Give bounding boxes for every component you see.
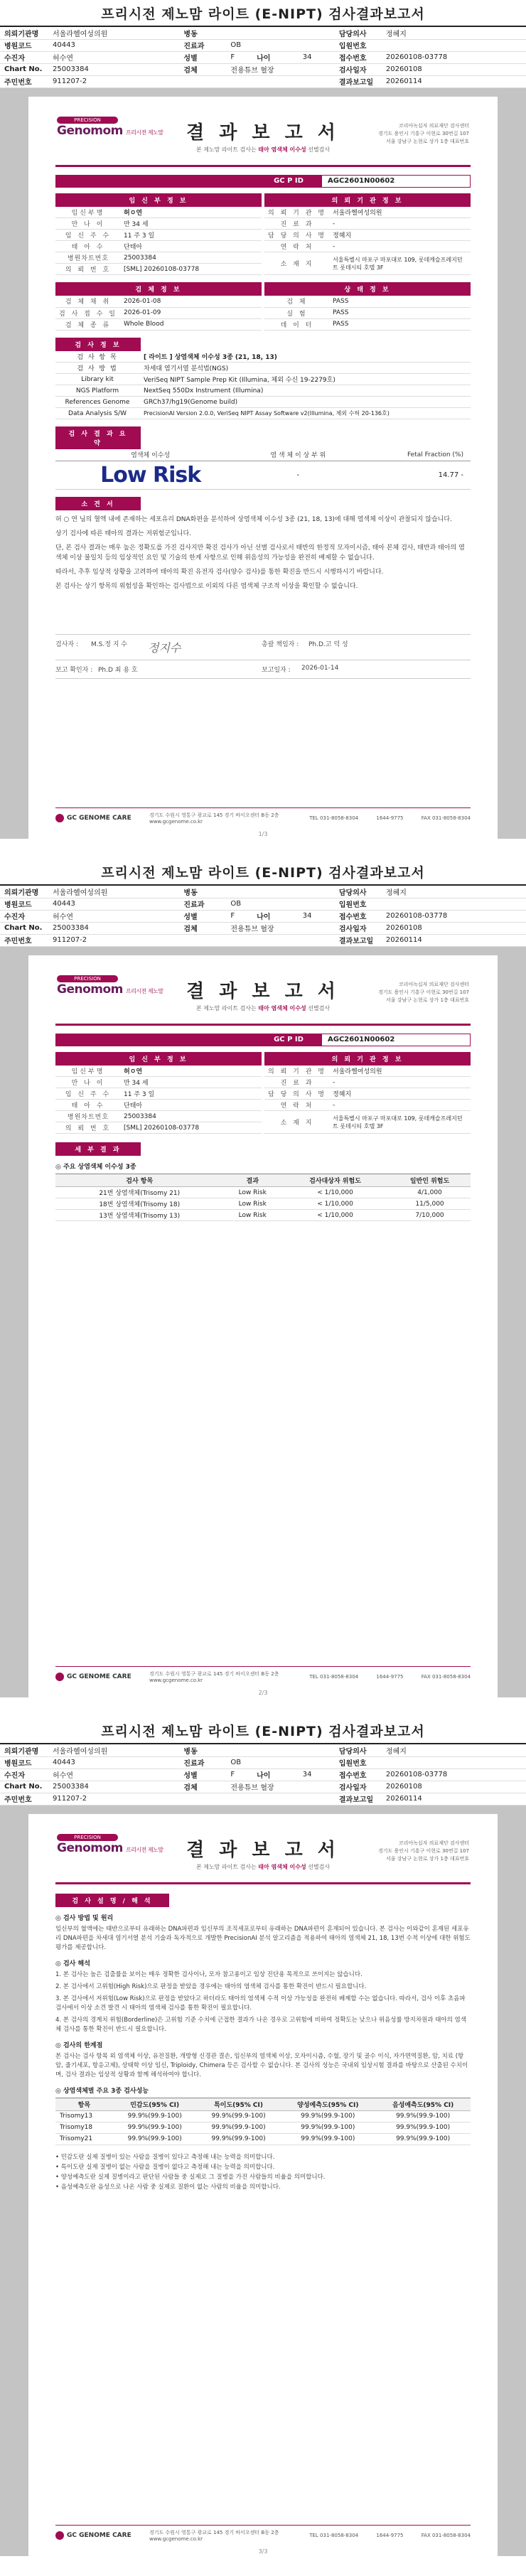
hdr-value: F [226,51,252,63]
opinion-text: 허 ○ 연 님의 혈액 내에 존재하는 세포유리 DNA화편을 분석하여 상염색체 이수성 3종 (21, 18, 13)에 대해 염색체 이상이 관찰되지 않습니다. 상기 검사에 따른 태아의 결과는 저위험군입니다. 단, 본 검사 결과는 매우 높은 정확도를 가진 검사지만 확진 검사가 아닌 선별 검사로서 태반의 한정적 모자이시즘, 태아 본체 검사, 태반과 태아의 염색체 이상 불일치 등의 임상적인 요인 및 기술의 한계 사항으로 인해 위음성의 가능성을 완전히 배제할 수 없습니다. 따라서, 추후 임상적 상황을 고려하여 태아의 확진 유전자 검사(양수 검사)를 통한 확진을 반드시 시행하시기 바랍니다. 본 검사는 상기 항목의 위험성을 확인하는 검사법으로 이외의 다른 염색체 구조적 이상을 확인할 수 없습니다. [55,515,465,590]
sample-table: 검 체 채 취 2026-01-08 검 사 접 수 일 2026-01-09 검 체 종 류 Whole Blood [55,296,262,331]
hdr-value: 20260108 [382,63,526,75]
doc-subtitle: 본 제노맘 라이트 검사는 태아 염색체 이수성 선별검사 [195,1863,331,1870]
hdr-label: 나이 [252,51,299,63]
subheading: ◎ 검사의 한계점 [55,2041,103,2049]
page-footer: GC GENOME CARE 경기도 수원시 영통구 광교로 145 경기 바이오센터 B동 2층 www.gcgenome.co.kr TEL 031-8058-8304 1644-9775 FAX 031-8058-8304 [55,2525,471,2546]
hdr-label: 병원코드 [0,39,48,51]
hdr-value: 40443 [48,39,179,51]
doc-title: 결 과 보 고 서 [186,122,340,144]
page-footer: GC GENOME CARE 경기도 수원시 영통구 광교로 145 경기 바이오센터 B동 2층 www.gcgenome.co.kr TEL 031-8058-8304 1644-9775 FAX 031-8058-8304 [55,1666,471,1687]
hdr-value [226,27,334,39]
limitation-text: 본 검사는 검사 항목 외 염색체 이상, 유전질환, 개방형 신경관 결손, 임신부의 염색체 이상, 모자이시즘, 수혈, 장기 및 골수 이식, 자가면역질환, 암, 치료 (항암, 줄기세포, 항응고제), 상태학 이상 임신, Triploidy, Chimera 등은 검사할 수 없습니다. 본 검사의 성능은 국내외 임상시험 결과를 바탕으로 산출된 수치이며, 검사 결과는 임상적 상황과 함께 해석하여야 합니다. [55,2052,468,2078]
page-number: 1/3 [258,830,268,837]
page-number: 2/3 [258,1689,268,1696]
subheading: ◎ 검사 방법 및 원리 [55,1914,114,1922]
hdr-label: 담당의사 [335,27,382,39]
section-header: 상 태 정 보 [264,282,471,296]
table-row: Trisomy13 99.9%(99.9-100) 99.9%(99.9-100) 99.9%(99.9-100) 99.9%(99.9-100) [55,2110,471,2122]
hdr-value: 20260108-03778 [382,51,526,63]
hdr-value: 정혜지 [382,27,526,39]
hdr-label: 접수번호 [335,51,382,63]
hdr-label: 입원번호 [335,39,382,51]
section-header: 세 부 결 과 [55,1142,141,1156]
hdr-label: 진료과 [179,39,226,51]
hdr-label: 결과보고일 [335,75,382,87]
detail-result-table: 검사 항목 결과 검사대상자 위험도 일반인 위험도 21번 상염색체(Trisomy 21) Low Risk < 1/10,000 4/1,000 18번 상염색체(Trisomy 18) Low Risk < 1/10,000 11/5,000 13번 상염색체(Trisomy 13) Low Risk < 1/10,000 7/10,000 [55,1174,471,1221]
status-table: 검 체 PASS 실 험 PASS 데 이 터 PASS [264,296,471,331]
hdr-value [382,39,526,51]
report-title-banner [0,0,526,27]
gcpid-bar: GC P ID AGC2601N00602 [55,1034,471,1046]
section-header: 검 사 정 보 [55,338,141,351]
page-1 [0,0,526,859]
gcpid-bar: GC P ID AGC2601N00602 [55,175,471,188]
doc-title: 결 과 보 고 서 [186,1839,340,1861]
table-row: 18번 상염색체(Trisomy 18) Low Risk < 1/10,000 11/5,000 [55,1198,471,1210]
divider [55,165,471,167]
subheading: ◎ 검사 해석 [55,1960,90,1968]
hdr-value: 911207-2 [48,75,179,87]
section-header: 검 사 결 과 요 약 [55,426,141,449]
method-text: 임신부의 혈액에는 태반으로부터 유래하는 DNA파편과 임신부의 조직세포로부터 유래하는 DNA파편이 혼재되어 있습니다. 본 검사는 이와같이 혼재된 세포유리 DNA파편을 차세대 염기서열 분석 기술과 독자적으로 개발한 PrecisionAI 분석 알고리즘을 적용하여 태아의 염색체 21, 18, 13번 수적 이상에 대한 위험도 평가를 제공합니다. [55,1925,471,1951]
hdr-label: 성별 [179,51,226,63]
genomom-logo: PRECISION Genomom 프리시전 제노맘 [57,117,163,138]
patient-info-table: 임신부명 허ㅇ연 만 나 이 만 34 세 임 신 주 수 11 주 3 일 태 아 수 단태아 병원차트번호 25003384 의 뢰 번 호 [SML] 20260108-03778 [55,1066,262,1134]
section-header: 검 체 정 보 [55,282,262,296]
page-footer: GC GENOME CARE 경기도 수원시 영통구 광교로 145 경기 바이오센터 B동 2층 www.gcgenome.co.kr TEL 031-8058-8304 1644-9775 FAX 031-8058-8304 [55,807,471,829]
tester-signature: 정지수 [148,640,181,655]
definitions-list: • 민감도란 실제 질병이 있는 사람을 질병이 있다고 측정해 내는 능력을 의미합니다. • 특이도란 실제 질병이 없는 사람을 질병이 없다고 측정해 내는 능력을 의미합니다. • 양성예측도란 실제 질병이라고 판단된 사람들 중 실제로 그 질병을 가진 사람들의 비율을 의미합니다. • 음성예측도란 음성으로 나온 사람 중 실제로 질환이 없는 사람의 비율을 의미합니다. [55,2153,326,2191]
hdr-label: 검체 [179,63,226,75]
report-title-banner [0,1717,526,1744]
hdr-value: 서울라헬여성의원 [48,27,179,39]
doc-title: 결 과 보 고 서 [186,980,340,1002]
hdr-label: 검사일자 [335,63,382,75]
lab-address: 코리아녹십자 의료재단 검사센터 경기도 용인시 기흥구 이현로 30번길 107 서울 강남구 논현로 상가 1층 대표번호 [377,122,469,144]
genomom-logo: PRECISION Genomom 프리시전 제노맘 [57,1834,163,1855]
section-header: 소 견 서 [55,497,141,510]
section-header: 검 사 설 명 / 해 석 [55,1894,169,1907]
patient-header-table [0,27,526,88]
report-title-banner [0,859,526,886]
report-paper [28,97,498,839]
report-paper: PRECISION Genomom 프리시전 제노맘 결 과 보 고 서 본 제노맘 라이트 검사는 태아 염색체 이수성 선별검사 코리아녹십자 의료재단 검사센터 경기도 용인시 기흥구 이현로 30번길 107 서울 강남구 논현로 상가 1층 대표번호 GC P ID AGC2601N00602 임 신 부 정 보 의 뢰 기 관 정 보 임신부명 허ㅇ연 만 나 이 만 34 세 임 신 주 수 11 주 3 일 태 아 수 단태아 병원차트번호 25003384 의 뢰 번 호 [SML] 20260108-03778 의 뢰 기 관 명 서울라헬여성의원 진 료 과 - 담 당 의 사 명 정혜지 연 락 처 - 소 재 지 서울특별시 마포구 마포대로 109, 롯데캐슬프레지던트 롯데시티 호텔 3F 세 부 결 과 ◎ 주요 상염색체 이수성 3종 검사 항목 결과 검사대상자 위험도 일반인 위험도 21번 상염색체(Trisomy 21) Low Risk < 1/10,000 4/1,000 18번 상염색체(Trisomy 18) Low Risk < 1/10,000 11/5,000 13번 상염색체(Trisomy 13) Low Risk < 1/10,000 7/10,000 GC GENOME CARE 경기도 수원시 영통구 광교로 145 경기 바이오센터 B동 2층 www.gcgenome.co.kr TEL 031-8058-8304 1644-9775 FAX 031-8058-8304 2/3 [28,955,498,1697]
patient-info-table: 임신부명 허ㅇ연 만 나 이 만 34 세 임 신 주 수 11 주 3 일 태 아 수 단태아 병원차트번호 25003384 의 뢰 번 호 [SML] 20260108-03778 [55,207,262,276]
table-row: 13번 상염색체(Trisomy 13) Low Risk < 1/10,000 7/10,000 [55,1210,471,1221]
hdr-value: 전용튜브 혈장 [226,63,334,75]
report-main-title: 프리시전 제노맘 라이트 (E-NIPT) 검사결과보고서 [101,864,425,881]
interpretation-text: 1. 본 검사는 높은 검출률을 보이는 매우 정확한 검사이나, 모자 참고용이고 임상 진단용 목적으로 쓰이지는 않습니다. 2. 본 검사에서 고위험(High Risk)으로 판정을 받았을 경우에는 태아의 염색체 검사를 통한 확진이 반드시 필요합니다. 3. 본 검사에서 저위험(Low Risk)으로 판정을 받았다고 하더라도 태아의 염색체 수적 이상 가능성을 완전히 배제할 수는 없습니다. 따라서, 검사 이후 초음파 검사에서 이상 소견 발견 시 태아의 염색체 검사를 통한 확진이 필요합니다. 4. 본 검사의 경계치 위험(Borderline)은 고위험 기준 수치에 근접한 결과가 나온 경우로 고위험에 비하여 정확도는 낮으나 위음성률 방지차원과 태아의 염색체 검사를 통한 확진이 반드시 필요합니다. [55,1970,466,2033]
hdr-value: 25003384 [48,63,179,75]
performance-table: 항목 민감도(95% CI) 특이도(95% CI) 양성예측도(95% CI) 음성예측도(95% CI) Trisomy13 99.9%(99.9-100) 99.9%(99.9-100) 99.9%(99.9-100) 99.9%(99.9-100) Trisomy18 99.9%(99.9-100) 99.9%(99.9-100) 99.9%(99.9-100) 99.9%(99.9-100) Trisomy21 99.9%(99.9-100) 99.9%(99.9-100) 99.9%(99.9-100) 99.9%(99.9-100) [55,2098,471,2145]
hdr-label: 의뢰기관명 [0,27,48,39]
patient-header-table: 의뢰기관명 서울라헬여성의원 병동 담당의사 정혜지 병원코드 40443 진료과 OB 입원번호 수진자 허수연 성별 F 나이 34 접수번호 20260108-03778 Chart No. 25003384 검체 전용튜브 혈장 검사일자 20260108 주민번호 911207-2 결과보고일 20260114 [0,886,526,947]
result-summary-table: 염색체 이수성 염 색 체 이 상 부 위 Fetal Fraction (%) Low Risk - 14.77 - [55,449,471,490]
lab-address: 코리아녹십자 의료재단 검사센터 경기도 용인시 기흥구 이현로 30번길 107 서울 강남구 논현로 상가 1층 대표번호 [377,1840,469,1862]
subheading: ◎ 상염색체별 주요 3종 검사성능 [55,2087,149,2095]
detail-note: ◎ 주요 상염색체 이수성 3종 [55,1164,136,1171]
lab-address: 코리아녹십자 의료재단 검사센터 경기도 용인시 기흥구 이현로 30번길 107 서울 강남구 논현로 상가 1층 대표번호 [377,981,469,1003]
hdr-label: 병동 [179,27,226,39]
page-number: 3/3 [258,2548,268,2555]
hdr-label: 주민번호 [0,75,48,87]
page-2 [0,859,526,1717]
signature-area: 검사자 : M.S.정 지 수 정지수 총괄 책임자 : Ph.D.고 덕 성 보고 확인자 : Ph.D 최 용 호 보고일자 : 2026-01-14 [55,634,471,679]
report-main-title: 프리시전 제노맘 라이트 (E-NIPT) 검사결과보고서 [101,6,425,22]
genomom-logo: PRECISION Genomom 프리시전 제노맘 [57,975,163,997]
report-paper [28,1814,498,2556]
hdr-label: 수진자 [0,51,48,63]
report-main-title: 프리시전 제노맘 라이트 (E-NIPT) 검사결과보고서 [101,1723,425,1739]
hdr-value: 허수연 [48,51,179,63]
request-info-table: 의 뢰 기 관 명 서울라헬여성의원 진 료 과 - 담 당 의 사 명 정혜지 연 락 처 - 소 재 지 서울특별시 마포구 마포대로 109, 롯데캐슬프레지던트 롯데시티 호텔 3F [264,207,471,276]
request-info-table: 의 뢰 기 관 명 서울라헬여성의원 진 료 과 - 담 당 의 사 명 정혜지 연 락 처 - 소 재 지 서울특별시 마포구 마포대로 109, 롯데캐슬프레지던트 롯데시티 호텔 3F [264,1066,471,1134]
gc-genome-logo: GC GENOME CARE [55,814,132,822]
table-row: Trisomy18 99.9%(99.9-100) 99.9%(99.9-100) 99.9%(99.9-100) 99.9%(99.9-100) [55,2122,471,2133]
table-row: Trisomy21 99.9%(99.9-100) 99.9%(99.9-100) 99.9%(99.9-100) 99.9%(99.9-100) [55,2133,471,2145]
page-3 [0,1717,526,2576]
section-header: 의 뢰 기 관 정 보 [264,193,471,207]
section-header: 임 신 부 정 보 [55,193,262,207]
hdr-label: Chart No. [0,63,48,75]
doc-subtitle: 본 제노맘 라이트 검사는 태아 염색체 이수성 선별검사 [195,1004,331,1011]
hdr-value: 34 [299,51,335,63]
doc-subtitle: 본 제노맘 라이트 검사는 태아 염색체 이수성 선별검사 [195,146,331,153]
table-row: 21번 상염색체(Trisomy 21) Low Risk < 1/10,000 4/1,000 [55,1187,471,1198]
test-info-table: 검 사 항 목 [ 라이트 ] 상염색체 이수성 3종 (21, 18, 13) 검 사 방 법 차세대 염기서열 분석법(NGS) Library kit VeriSeq NIPT Sample Prep Kit (Illumina, 체외 수신 19-2279호) NGS Platform NextSeq 550Dx Instrument (Illumina) References Genome GRCh37/hg19(Genome build) Data Analysis S/W PrecisionAI Version 2.0.0, VeriSeq NIPT Assay Software v2(Illumina, 체외 수허 20-136호) [55,351,471,420]
hdr-value: OB [226,39,334,51]
hdr-value: 20260114 [382,75,526,87]
risk-result: Low Risk [100,462,201,488]
patient-header-table: 의뢰기관명 서울라헬여성의원 병동 담당의사 정혜지 병원코드 40443 진료과 OB 입원번호 수진자 허수연 성별 F 나이 34 접수번호 20260108-03778 Chart No. 25003384 검체 전용튜브 혈장 검사일자 20260108 주민번호 911207-2 결과보고일 20260114 [0,1744,526,1805]
